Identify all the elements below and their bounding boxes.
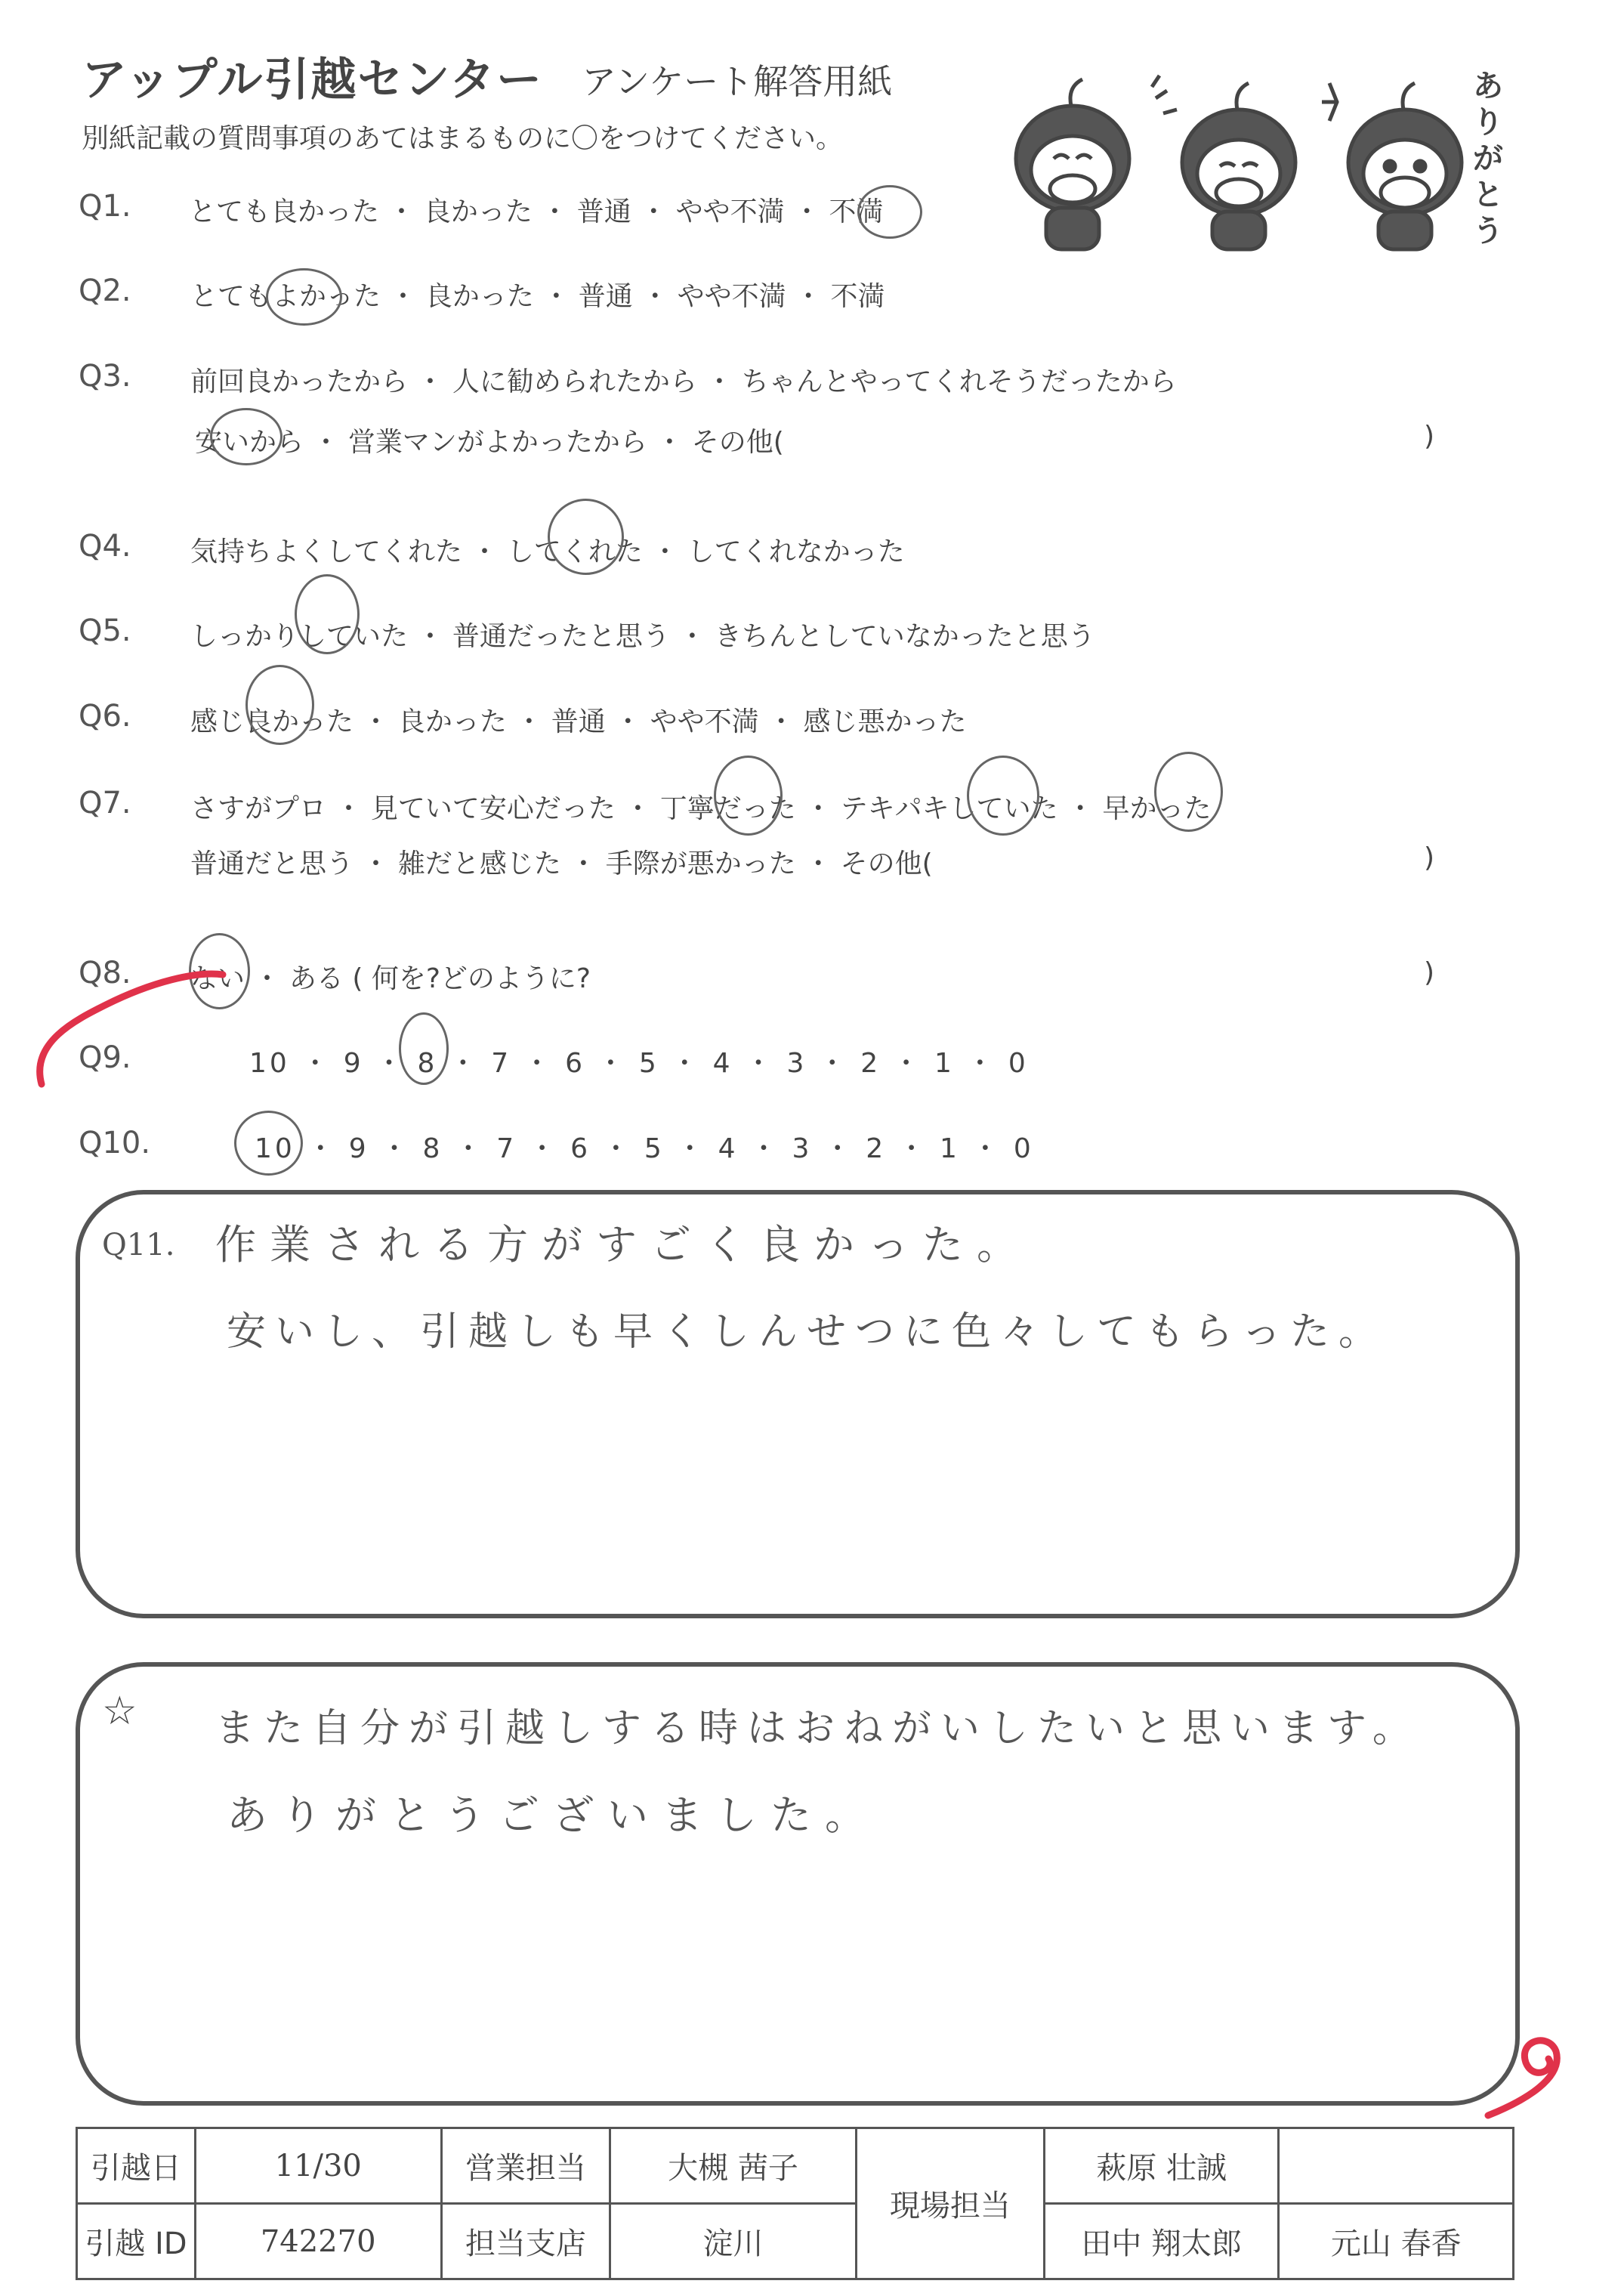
instruction-text: 別紙記載の質問事項のあてはまるものに〇をつけてください。 bbox=[82, 123, 844, 154]
q4-options: 気持ちよくしてくれた ・ してくれた ・ してくれなかった bbox=[190, 536, 905, 567]
question-label-q8: Q8. bbox=[79, 956, 131, 990]
brand-title: アップル引越センター bbox=[82, 54, 543, 107]
branch-label: 担当支店 bbox=[441, 2204, 610, 2279]
answer-circle-q7a bbox=[714, 756, 783, 836]
answer-circle-q4 bbox=[548, 499, 624, 575]
mascot-monkeys-illustration bbox=[982, 53, 1511, 257]
comment-handwritten-line2: ありがとうございました。 bbox=[227, 1791, 879, 1839]
question-label-q6: Q6. bbox=[79, 699, 131, 734]
q7-options-line1: さすがプロ ・ 見ていて安心だった ・ 丁寧だった ・ テキパキしていた ・ 早かった bbox=[190, 793, 1212, 824]
q1-options: とても良かった ・ 良かった ・ 普通 ・ やや不満 ・ 不満 bbox=[189, 196, 884, 227]
site-staff-3: 元山 春香 bbox=[1279, 2204, 1514, 2279]
sales-rep-label: 営業担当 bbox=[441, 2128, 610, 2204]
site-staff-label: 現場担当 bbox=[856, 2128, 1044, 2279]
move-id-label: 引越 ID bbox=[77, 2204, 196, 2279]
q7-options-line2: 普通だと思う ・ 雑だと感じた ・ 手際が悪かった ・ その他( bbox=[190, 848, 933, 879]
q3-close-paren: ) bbox=[1424, 421, 1435, 452]
q3-options-line2: 安いから ・ 営業マンがよかったから ・ その他( bbox=[195, 427, 784, 458]
answer-circle-q3 bbox=[210, 408, 283, 465]
sales-rep-value: 大槻 茜子 bbox=[610, 2128, 857, 2204]
question-label-q1: Q1. bbox=[79, 189, 131, 224]
move-date-value: 11/30 bbox=[195, 2128, 441, 2204]
answer-circle-q10 bbox=[234, 1111, 303, 1176]
q2-options: とてもよかった ・ 良かった ・ 普通 ・ やや不満 ・ 不満 bbox=[190, 281, 885, 312]
q9-score-options: 10 ・ 9 ・ 8 ・ 7 ・ 6 ・ 5 ・ 4 ・ 3 ・ 2 ・ 1 ・ 0 bbox=[249, 1048, 1029, 1079]
answer-circle-q2 bbox=[266, 268, 342, 326]
q3-options-line1: 前回良かったから ・ 人に勧められたから ・ ちゃんとやってくれそうだったから bbox=[190, 366, 1177, 397]
question-label-q9: Q9. bbox=[79, 1040, 131, 1075]
q8-close-paren: ) bbox=[1424, 957, 1435, 988]
question-label-q4: Q4. bbox=[79, 529, 131, 564]
move-id-value: 742270 bbox=[195, 2204, 441, 2279]
comment-handwritten-line1: また自分が引越しする時はおねがいしたいと思います。 bbox=[215, 1706, 1421, 1751]
q6-options: 感じ良かった ・ 良かった ・ 普通 ・ やや不満 ・ 感じ悪かった bbox=[190, 706, 967, 737]
star-icon: ☆ bbox=[102, 1689, 137, 1734]
question-label-q2: Q2. bbox=[79, 273, 131, 308]
q7-close-paren: ) bbox=[1424, 842, 1435, 873]
answer-circle-q1 bbox=[857, 185, 922, 239]
answer-circle-q7c bbox=[1154, 752, 1223, 832]
staff-info-table bbox=[76, 2127, 1514, 2280]
q11-handwritten-line1: 作業される方がすごく良かった。 bbox=[215, 1221, 1031, 1269]
question-label-q3: Q3. bbox=[79, 359, 131, 394]
q10-score-options: 10 ・ 9 ・ 8 ・ 7 ・ 6 ・ 5 ・ 4 ・ 3 ・ 2 ・ 1 ・ 0 bbox=[255, 1133, 1034, 1164]
site-staff-1: 萩原 壮誠 bbox=[1044, 2128, 1279, 2204]
answer-circle-q7b bbox=[967, 756, 1039, 836]
question-label-q5: Q5. bbox=[79, 613, 131, 648]
answer-circle-q5 bbox=[295, 574, 360, 654]
q5-options: しっかりしていた ・ 普通だったと思う ・ きちんとしていなかったと思う bbox=[190, 621, 1095, 652]
branch-value: 淀川 bbox=[610, 2204, 857, 2279]
site-staff-2: 田中 翔太郎 bbox=[1044, 2204, 1279, 2279]
mascot-thanks-text: ありがとう bbox=[1473, 69, 1503, 249]
q11-handwritten-line2: 安いし、引越しも早くしんせつに色々してもらった。 bbox=[227, 1309, 1388, 1355]
q11-label: Q11. bbox=[102, 1228, 175, 1262]
red-check-mark bbox=[23, 929, 249, 1118]
answer-circle-q6 bbox=[245, 665, 314, 745]
form-subtitle: アンケート解答用紙 bbox=[582, 61, 893, 102]
q8-options: ない ・ ある ( 何を?どのように? bbox=[190, 963, 591, 994]
question-label-q7: Q7. bbox=[79, 786, 131, 820]
answer-circle-q9 bbox=[399, 1012, 449, 1085]
move-date-label: 引越日 bbox=[77, 2128, 196, 2204]
question-label-q10: Q10. bbox=[79, 1126, 151, 1160]
